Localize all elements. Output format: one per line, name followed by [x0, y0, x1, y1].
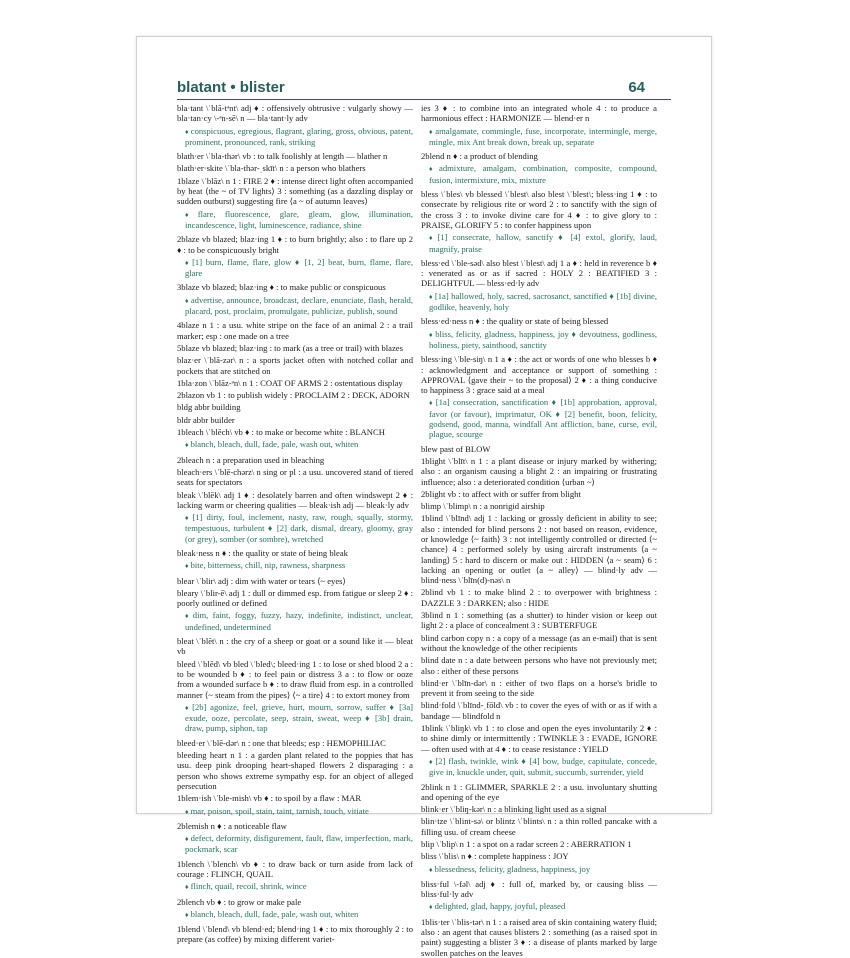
synonym-text: blessedness, felicity, gladness, happiness, joy [434, 863, 591, 874]
entry-text: blip \ˈblip\ n 1 : a spot on a radar screen 2 : ABERRATION 1 [421, 839, 632, 849]
synonym-paragraph [421, 864, 657, 875]
diamond-icon: ♦ [185, 703, 191, 712]
synonym-text: bite, bitterness, chill, nip, rawness, sharpness [190, 560, 346, 571]
synonym-text: flinch, quail, recoil, shrink, wince [190, 881, 307, 892]
dictionary-entry [177, 659, 413, 700]
entry-text: ies 3 ♦ : to combine into an integrated whole 4 : to produce a harmonious effect : HARMONIZE — blend·er n [421, 103, 657, 124]
diamond-icon: ♦ [429, 399, 434, 408]
synonym-paragraph [177, 295, 413, 317]
entry-text: 1blind \ˈblīnd\ adj 1 : lacking or grossly deficient in ability to see; also : intended for blind persons 2 : not based on reason, evidence, or knowledge ⟨~ faith⟩ 3 : not intelligently controlled or directed ⟨~ chance⟩ 4 : performed solely by using aircraft instruments ⟨a ~ landing⟩ 5 : hard to discern or make out : HIDDEN ⟨a ~ seam⟩ 6 : lacking an opening or outlet ⟨a ~ alley⟩ — blind·ly adv — blind·ness \ˈblīn(d)-nəs\ n [421, 513, 657, 586]
entry-text: 4blaze n 1 : a usu. white stripe on the face of an animal 2 : a trail marker; esp : one made on a tree [177, 320, 413, 341]
dictionary-entry [177, 750, 413, 791]
entry-text: 1blem·ish \ˈble-mish\ vb ♦ : to spoil by a flaw : MAR [177, 793, 362, 804]
synonym-text: [1a] consecration, sanctification ♦ [1b] approbation, approval, favor (or favour), imprimatur, OK ♦ [2] benefit, boon, felicity, godsend, good, manna, windfall Ant affliction, bane, curse, evil, plague, scourge [429, 397, 657, 440]
dictionary-entry [177, 355, 413, 376]
dictionary-entry [421, 816, 657, 837]
entry-text: blin·tze \ˈblint-sə\ or blintz \ˈblints\ n : a thin rolled pancake with a filling usu. of cream cheese [421, 816, 657, 837]
entry-text: bleak·ness n ♦ : the quality or state of being bleak [177, 547, 348, 558]
entry-text: bless·ed·ness n ♦ : the quality or state of being blessed [421, 316, 609, 327]
entry-text: bla·tant \ˈblā-tᵊnt\ adj ♦ : offensively obtrusive : vulgarly showy — bla·tan·cy \-ᵊn-sē\ n — bla·tant·ly adv [177, 103, 413, 124]
dictionary-entry [177, 636, 413, 657]
entry-text: bleed·er \ˈblē-dər\ n : one that bleeds; esp : HEMOPHILIAC [177, 737, 386, 748]
entry-text: blew past of BLOW [421, 443, 491, 454]
dictionary-entry [421, 513, 657, 585]
header-rule [177, 99, 671, 100]
entry-text: 1blench \ˈblench\ vb ♦ : to draw back or turn aside from lack of courage : FLINCH, QUAIL [177, 858, 413, 879]
synonym-text: [1] consecrate, hallow, sanctify ♦ [4] extol, glorify, laud, magnify, praise [429, 232, 657, 254]
diamond-icon: ♦ [429, 127, 434, 136]
entry-text: blath·er \ˈbla-thər\ vb : to talk foolishly at length — blather n [177, 151, 388, 162]
dictionary-entry [177, 455, 413, 465]
synonym-text: dim, faint, foggy, fuzzy, hazy, indefinite, indistinct, unclear, undefined, undetermined [185, 610, 413, 632]
dictionary-entry [421, 258, 657, 289]
entry-text: 1blight \ˈblīt\ n 1 : a plant disease or injury marked by withering; also : an organism causing a blight 2 : an impairing or frustrating influence; also : a deteriorated condition ⟨urban ~⟩ [421, 455, 657, 487]
dictionary-entry [177, 415, 413, 425]
synonym-text: defect, deformity, disfigurement, fault, flaw, imperfection, mark, pockmark, scar [185, 833, 413, 855]
dictionary-entry [177, 402, 413, 412]
dictionary-page [136, 36, 712, 958]
entry-text: blink·er \ˈbliŋ-kər\ n : a blinking light used as a signal [421, 804, 607, 815]
dictionary-entry [177, 282, 413, 292]
entry-text: blimp \ˈblimp\ n : a nonrigid airship [421, 501, 545, 512]
synonym-paragraph [177, 806, 413, 817]
synonym-text: [1] burn, flame, flare, glow ♦ [1, 2] beat, burn, flame, flare, glare [185, 256, 413, 279]
synonym-paragraph [421, 397, 657, 439]
dictionary-entry [421, 587, 657, 608]
entry-text: 3blind n 1 : something (as a shutter) to hinder vision or keep out light 2 : a place of concealment 3 : SUBTERFUGE [421, 610, 657, 631]
synonym-text: [1] dirty, foul, inclement, nasty, raw, rough, squally, stormy, tempestuous, turbulent ♦ [2] dark, dismal, dreary, gloomy, gray (or grey), somber (or sombre), wretched [185, 512, 413, 544]
synonym-text: blanch, bleach, dull, fade, pale, wash out, whiten [190, 439, 359, 450]
diamond-icon: ♦ [185, 127, 189, 136]
dictionary-entry [421, 444, 657, 454]
diamond-icon: ♦ [185, 296, 189, 305]
diamond-icon: ♦ [429, 234, 436, 243]
diamond-icon: ♦ [185, 210, 196, 219]
dictionary-entry [177, 588, 413, 609]
dictionary-entry [177, 390, 413, 400]
dictionary-entry [421, 456, 657, 487]
synonym-paragraph [177, 439, 413, 450]
synonym-paragraph [177, 512, 413, 544]
entry-text: bleary \ˈblir-ē\ adj 1 : dull or dimmed esp. from fatigue or sleep 2 ♦ : poorly outlined or defined [177, 587, 413, 609]
dictionary-entry [421, 501, 657, 511]
dictionary-entry [421, 316, 657, 326]
dictionary-entry [177, 793, 413, 803]
diamond-icon: ♦ [429, 165, 438, 174]
dictionary-entry [177, 320, 413, 341]
dictionary-entry [421, 851, 657, 861]
entry-text: 2blench vb ♦ : to grow or make pale [177, 896, 302, 907]
dictionary-entry [421, 804, 657, 814]
dictionary-entry [177, 859, 413, 880]
entry-text: bleak \ˈblēk\ adj 1 ♦ : desolately barren and often windswept 2 ♦ : lacking warm or cheering qualities — bleak·ish adj — bleak·ly adv [177, 489, 413, 510]
diamond-icon: ♦ [185, 807, 189, 816]
diamond-icon: ♦ [185, 910, 189, 919]
dictionary-entry [177, 343, 413, 353]
synonym-text: flare, fluorescence, glare, gleam, glow, illumination, incandescence, light, luminescence, radiance, shine [185, 208, 413, 230]
entry-text: 1blend \ˈblend\ vb blend·ed; blend·ing 1 ♦ : to mix thoroughly 2 : to prepare (as coffee) by mixing different variet- [177, 924, 413, 945]
synonym-text: admixture, amalgam, combination, composite, compound, fusion, intermixture, mix, mixture [429, 163, 657, 185]
dictionary-entry [177, 490, 413, 511]
guide-words: blatant • blister [177, 79, 285, 96]
synonym-text: amalgamate, commingle, fuse, incorporate, intermingle, merge, mingle, mix Ant break down, break up, separate [429, 125, 657, 147]
diamond-icon: ♦ [185, 514, 191, 523]
dictionary-entry [421, 354, 657, 395]
dictionary-entry [177, 176, 413, 207]
diamond-icon: ♦ [429, 865, 433, 874]
synonym-paragraph [177, 560, 413, 571]
entry-text: blind date n : a date between persons who have not previously met; also : either of these persons [421, 655, 657, 676]
left-column [177, 103, 414, 945]
entry-text: bleed \ˈblēd\ vb bled \ˈbled\; bleed·ing 1 : to lose or shed blood 2 a : to be wounded b ♦ : to feel pain or distress 3 a : to flow or ooze from a wounded surface b ♦ : to draw fluid from esp. in a controlled manner ⟨~ steam from the pipes⟩ ⟨~ a tire⟩ 4 : to extort money from [177, 658, 413, 700]
entry-text: blind·fold \ˈblīnd-ˌfōld\ vb : to cover the eyes of with or as if with a bandage — blindfold n [421, 700, 657, 721]
dictionary-entry [177, 924, 413, 945]
entry-text: 2blind vb 1 : to make blind 2 : to overpower with brightness : DAZZLE 3 : DARKEN; also : HIDE [421, 587, 657, 608]
entry-text: 1bleach \ˈblēch\ vb ♦ : to make or become white : BLANCH [177, 427, 385, 438]
entry-text: blind·er \ˈblīn-dər\ n : either of two flaps on a horse's bridle to prevent it from seeing to the side [421, 677, 657, 699]
synonym-paragraph [421, 329, 657, 351]
synonym-paragraph [421, 291, 657, 313]
synonym-paragraph [177, 257, 413, 279]
dictionary-entry [177, 234, 413, 255]
entry-text: blind carbon copy n : a copy of a message (as an e-mail) that is sent without the knowledge of the other recipients [421, 632, 657, 653]
synonym-paragraph [421, 126, 657, 148]
dictionary-entry [177, 163, 413, 173]
right-column [421, 103, 658, 958]
diamond-icon: ♦ [185, 612, 191, 621]
dictionary-entry [421, 678, 657, 699]
dictionary-entry [177, 103, 413, 124]
synonym-text: [1a] hallowed, holy, sacred, sacrosanct, sanctified ♦ [1b] divine, godlike, heavenly, holy [429, 290, 657, 313]
synonym-paragraph [177, 833, 413, 855]
synonym-paragraph [421, 232, 657, 254]
synonym-paragraph [421, 756, 657, 778]
dictionary-entry [177, 897, 413, 907]
synonym-text: conspicuous, egregious, flagrant, glaring, gross, obvious, patent, prominent, pronounced, rank, striking [185, 125, 414, 147]
synonym-paragraph [177, 610, 413, 632]
entry-text: blath·er·skite \ˈbla-thər-ˌskīt\ n : a person who blathers [177, 163, 366, 174]
page-number: 64 [628, 79, 645, 96]
synonym-paragraph [177, 702, 413, 734]
entry-text: bless·ed \ˈble-səd\ also blest \ˈblest\ adj 1 a ♦ : held in reverence b ♦ : venerated as or as if sacred : HOLY 2 : BEATIFIED 3 : DELIGHTFUL — bless·ed·ly adv [421, 257, 657, 289]
dictionary-entry [177, 738, 413, 748]
entry-text: 2bleach n : a preparation used in bleaching [177, 454, 325, 465]
entry-text: 1blaze \ˈblāz\ n 1 : FIRE 2 ♦ : intense direct light often accompanied by heat ⟨the ~ of TV lights⟩ 3 : something (as a dazzling display or sudden outburst) suggesting fire ⟨a ~ of autumn leaves⟩ [177, 175, 413, 207]
entry-text: 2blight vb : to affect with or suffer from blight [421, 488, 581, 499]
entry-text: 2blink n 1 : GLIMMER, SPARKLE 2 : a usu. involuntary shutting and opening of the eye [421, 781, 657, 802]
dictionary-entry [177, 427, 413, 437]
synonym-paragraph [177, 209, 413, 231]
entry-text: 1bla·zon \ˈblāz-ᵊn\ n 1 : COAT OF ARMS 2 : ostentatious display [177, 377, 403, 388]
diamond-icon: ♦ [185, 835, 189, 844]
entry-text: bless \ˈbles\ vb blessed \ˈblest\ also blest \ˈblest\; bless·ing 1 ♦ : to consecrate by religious rite or word 2 : to sanctify with the sign of the cross 3 : to invoke divine care for 4 ♦ : to give glory to : PRAISE, GLORIFY 5 : to confer happiness upon [421, 189, 657, 230]
synonym-paragraph [421, 901, 657, 912]
diamond-icon: ♦ [185, 258, 191, 267]
entry-text: bliss·ful \-fəl\ adj ♦ : full of, marked by, or causing bliss — bliss·ful·ly adv [421, 878, 657, 900]
entry-text: bleat \ˈblēt\ n : the cry of a sheep or goat or a sound like it — bleat vb [177, 636, 413, 657]
synonym-paragraph [177, 909, 413, 920]
dictionary-entry [421, 489, 657, 499]
entry-text: 2blaze vb blazed; blaz·ing 1 ♦ : to burn brightly; also : to flare up 2 ♦ : to be conspicuously bright [177, 234, 413, 255]
dictionary-entry [421, 633, 657, 654]
synonym-paragraph [421, 163, 657, 185]
diamond-icon: ♦ [185, 441, 189, 450]
dictionary-entry [421, 610, 657, 631]
entry-text: bldr abbr builder [177, 414, 235, 425]
entry-text: bleeding heart n 1 : a garden plant related to the poppies that has usu. deep pink drooping heart-shaped flowers 2 disparaging : a person who shows extreme sympathy esp. for an object of alleged persecution [177, 750, 413, 791]
diamond-icon: ♦ [429, 292, 433, 301]
dictionary-entry [421, 917, 657, 958]
dictionary-entry [421, 700, 657, 721]
synonym-paragraph [177, 126, 413, 148]
synonym-text: [2] flash, twinkle, wink ♦ [4] bow, budge, capitulate, concede, give in, knuckle under, quit, submit, succumb, surrender, yield [429, 755, 657, 778]
dictionary-entry [177, 467, 413, 488]
diamond-icon: ♦ [429, 903, 433, 912]
synonym-text: mar, poison, spoil, stain, taint, tarnish, touch, vitiate [190, 805, 369, 816]
synonym-paragraph [177, 881, 413, 892]
dictionary-entry [421, 655, 657, 676]
dictionary-entry [177, 378, 413, 388]
dictionary-entry [421, 189, 657, 230]
synonym-text: delighted, glad, happy, joyful, pleased [434, 901, 566, 912]
diamond-icon: ♦ [185, 883, 189, 892]
dictionary-entry [421, 723, 657, 754]
dictionary-entry [421, 782, 657, 803]
dictionary-entry [177, 548, 413, 558]
dictionary-entry [421, 151, 657, 161]
diamond-icon: ♦ [185, 562, 189, 571]
synonym-text: advertise, announce, broadcast, declare, enunciate, flash, herald, placard, post, proclaim, promulgate, publicize, publish, sound [185, 294, 413, 317]
entry-text: 2blemish n ♦ : a noticeable flaw [177, 820, 287, 831]
dictionary-entry [177, 576, 413, 586]
dictionary-entry [177, 151, 413, 161]
synonym-text: blanch, bleach, dull, fade, pale, wash out, whiten [190, 908, 359, 919]
entry-text: 2blazon vb 1 : to publish widely : PROCLAIM 2 : DECK, ADORN [177, 390, 410, 401]
entry-text: blaz·er \ˈblā-zər\ n : a sports jacket often with notched collar and pockets that are stitched on [177, 355, 413, 376]
synonym-text: bliss, felicity, gladness, happiness, joy ♦ devoutness, godliness, holiness, piety, sainthood, sanctity [429, 328, 658, 350]
entry-text: bless·ing \ˈble-siŋ\ n 1 a ♦ : the act or words of one who blesses b ♦ : acknowledgment and acceptance or support of something : APPROVAL ⟨gave their ~ to the proposal⟩ 2 ♦ : a thing conducive to happiness 3 : grace said at a meal [421, 354, 657, 396]
entry-text: blear \ˈblir\ adj : dim with water or tears ⟨~ eyes⟩ [177, 575, 346, 586]
entry-text: 5blaze vb blazed; blaz·ing : to mark (as a tree or trail) with blazes [177, 342, 403, 353]
dictionary-entry [421, 839, 657, 849]
dictionary-entry [421, 103, 657, 124]
dictionary-entry [177, 821, 413, 831]
entry-text: 2blend n ♦ : a product of blending [421, 151, 538, 162]
synonym-text: [2b] agonize, feel, grieve, hurt, mourn, sorrow, suffer ♦ [3a] exude, ooze, percolate, seep, strain, sweat, weep ♦ [3b] drain, draw, pump, siphon, tap [185, 701, 414, 734]
diamond-icon: ♦ [429, 757, 434, 766]
dictionary-entry [421, 879, 657, 900]
entry-text: bliss \ˈblis\ n ♦ : complete happiness : JOY [421, 851, 569, 862]
entry-text: 3blaze vb blazed; blaz·ing ♦ : to make public or conspicuous [177, 282, 386, 293]
entry-text: bleach·ers \ˈblē-chərz\ n sing or pl : a usu. uncovered stand of tiered seats for spectators [177, 466, 413, 488]
entry-text: bldg abbr building [177, 402, 241, 413]
entry-text: 1blis·ter \ˈblis-tər\ n 1 : a raised area of skin containing watery fluid; also : an agent that causes blisters 2 : something (as a raised spot in paint) suggesting a blister 3 ♦ : a disease of plants marked by large swollen patches on the leaves [421, 916, 657, 958]
entry-text: 1blink \ˈbliŋk\ vb 1 : to close and open the eyes involuntarily 2 ♦ : to shine dimly or intermittently : TWINKLE 3 : EVADE, IGNORE — often used with at 4 ♦ : to cease resistance : YIELD [421, 723, 657, 754]
diamond-icon: ♦ [429, 330, 434, 339]
